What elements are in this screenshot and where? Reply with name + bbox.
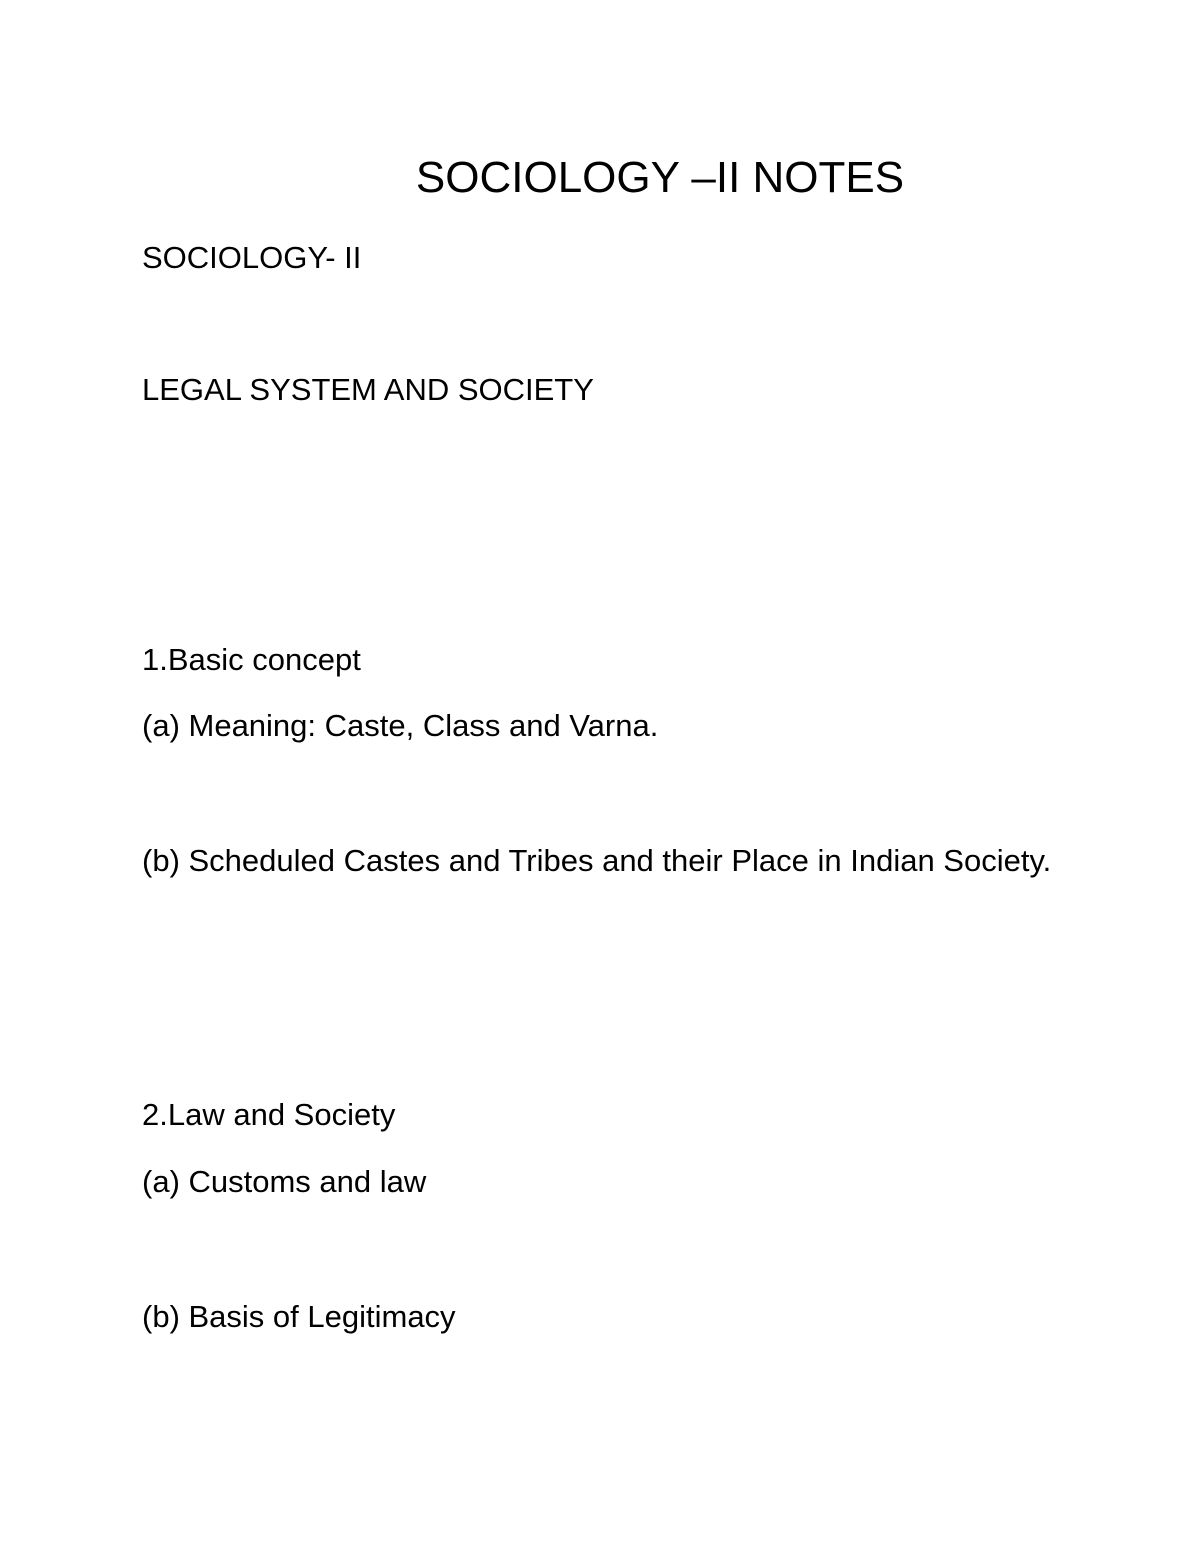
section-heading-main: LEGAL SYSTEM AND SOCIETY: [142, 372, 594, 407]
section-1-item-a: (a) Meaning: Caste, Class and Varna.: [142, 708, 659, 743]
section-2-item-a: (a) Customs and law: [142, 1164, 427, 1199]
subtitle: SOCIOLOGY- II: [142, 240, 362, 275]
section-2-item-b: (b) Basis of Legitimacy: [142, 1299, 456, 1334]
page-title: SOCIOLOGY –II NOTES: [415, 153, 905, 202]
section-1-heading: 1.Basic concept: [142, 642, 361, 677]
section-2-heading: 2.Law and Society: [142, 1097, 396, 1132]
section-1-item-b: (b) Scheduled Castes and Tribes and their Place in Indian Society.: [142, 843, 1052, 878]
